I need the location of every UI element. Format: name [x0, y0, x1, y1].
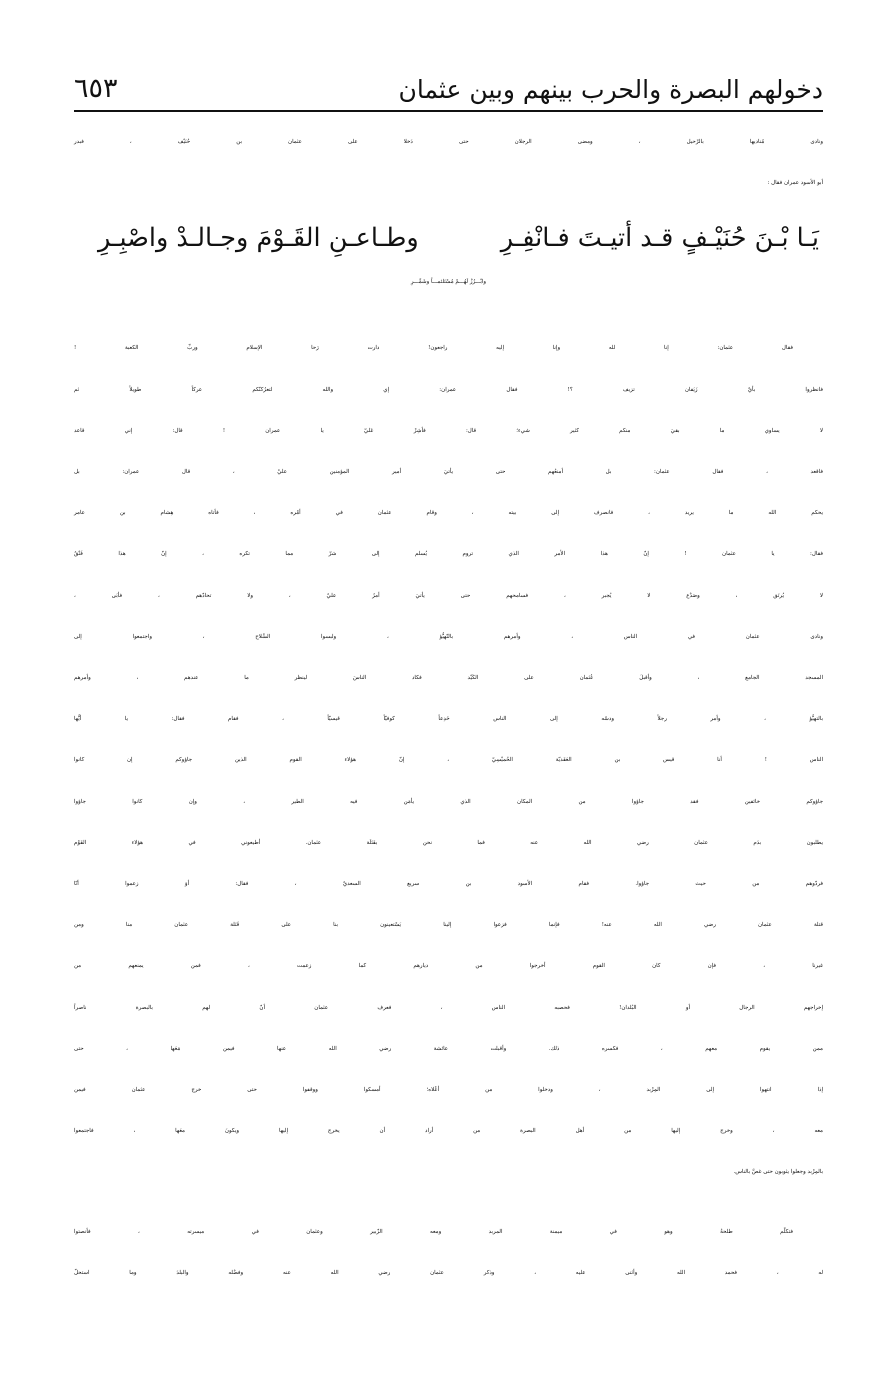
text-line: غيرنا ، فإن كان القوم أخرجوا من ديارهم كما زعمت ، فمن يمنعهم من — [74, 963, 823, 970]
paragraph — [74, 328, 823, 1193]
intro-paragraph — [74, 122, 823, 204]
text-line: معه ، وخرج إليها من أهل البصرة من أراد أن يخرج إليها ويكونَ معَها ، فاجتمعوا — [74, 1128, 823, 1135]
text-line: ونادى عثمان في الناس ، وأمرهم بالتّهيُّؤ ، ولبسوا السِّلاح ، واجتمعوا إلى — [74, 633, 823, 640]
text-line: يطلبون بدَم عثمان رضي الله عنه فما نحن بقَتَلَة عثمان. أطيعوني في هؤلاء القَوْم — [74, 839, 823, 846]
text-line: فردّوهم من حيث جاؤوا. فقام الأسود بن سريع السعديّ ، فقال: أوَ زعموا أنّا — [74, 881, 823, 888]
text-line: فاقعد ، فقال عثمان: بل أمنعُهم حتى يأتيَ أمير المؤمنين عليّ ، قال عمران: بل — [74, 469, 823, 476]
poem — [74, 216, 823, 304]
text-line: فقال: يا عثمان ! إنّ هذا الأمر الذي تروم يُسلم إلى شرّ مما تكره ، إنّ هذا فَتْقٌ — [74, 551, 823, 558]
text-line: فقال عثمان: إنا لله وإنا إليه راجعون! دارت رَحا الإسلام وربِّ الكعبة ! — [74, 345, 793, 352]
paragraph — [74, 1212, 823, 1294]
text-line: الناس ! أنا قيس بن العَقَديّة الحُميْسِيّ ، إنّ هؤلاء القوم الذين جاؤوكم إن كانوا — [74, 757, 823, 764]
page-number: ٦٥٣ — [74, 73, 118, 104]
text-line: له ، فحمد الله وأثنى عليه ، وذكر عثمان رضي الله عنه وفضْله والبلدَ وما استحلّ — [74, 1269, 823, 1276]
verse-hemistich-left: وطـاعـنِ القَـوْمَ وجـالـدْ واصْبِـرِ — [98, 223, 419, 254]
text-line: ونادى مُناديها بالرّحيل ، ومضى الرجلان حتى دَخلا على عثمان بن حُنَيْف ، فبدر — [74, 139, 823, 145]
text-line: إذا انتهوا إلى المِرْبد ، ودخلوا من أعْلاه؛ أمسكوا ووقفوا حتى خرج عثمان فيمن — [74, 1087, 823, 1094]
page-header — [74, 62, 823, 112]
verse-hemistich-right: يَـا بْـنَ حُنَيْـفٍ قـد أتيـتَ فـانْفِـرِ — [500, 223, 819, 254]
text-line: فانظروا بأيّ زَيَفان تزيف ؟! فقال عمران: إي والله لتعرُكنّكم عركاً طويلاً ثم — [74, 386, 823, 393]
text-line: بالمِرْبد وجعلوا يثوبون حتى غصَّ بالناس. — [733, 1169, 823, 1176]
text-line: أبو الأسود عمران فقال : — [767, 180, 823, 187]
text-line: جاؤوكم خائفين فقد جاؤوا من المكان الذي يأمَن فيه الطير ، وإن كانوا جاؤوا — [74, 798, 823, 805]
verse-line: وابْـــرُزْ لَهُـــمْ مُسْتَلئمـــاً وشَمِّـــرِ — [410, 279, 487, 286]
text-line: لا يساوي ما بقيَ منكم كثير شيء؛ قال: فأشِرْ عَليّ يا عمران ! قال: إني قاعد — [74, 427, 823, 434]
running-title: دخولهم البصرة والحرب بينهم وبين عثمان — [398, 75, 823, 104]
text-line: يحكم الله ما يريد ، فانصرف إلى بيته ، وقام عثمان في أمْره ، فأتاه هِشام بن عامر — [74, 510, 823, 517]
text-line: قتلة عثمان رضي الله عنه! فإنما فزعوا إلينا يَسْتعينون بنا على قَتَلة عثمان منا ومن — [74, 922, 823, 929]
text-line: لا يُرتَق ، وصَدْع لا يُجبر ، فسامحهم حتى يأتيَ أمرُ عليّ ، ولا تحادّهم ، فأبَى ، — [74, 592, 823, 599]
text-line: بالتهيُّؤ ، وأمر رجلاً ودسّه إلى الناس خَدِعاً كوفيّاً قيسيّاً ، فقام فقال: يا أيُّها — [74, 716, 823, 723]
text-line: إخراجهم الرجال أو البُلدان! فحصبه الناس ، فعرف عثمان أنّ لهم بالبصرة ناصراً — [74, 1004, 823, 1011]
text-line: ممن يقوم معهم ، فكسره ذلك. وأقبلت عائشة رضي الله عنها فيمن مَعَها ، حتى — [74, 1045, 823, 1052]
text-line: فتكلّم طلحةُ وهو في ميمنة المربد ومعه الزّبير وعثمان في ميسرته ، فأنصتوا — [74, 1228, 793, 1235]
text-line: المسجد الجامع ، وأقبلَ عُثمان على الكَيْد فكاد الناسَ لينظر ما عندهم ، وأمرهم — [74, 675, 823, 682]
verse-line — [74, 216, 823, 260]
